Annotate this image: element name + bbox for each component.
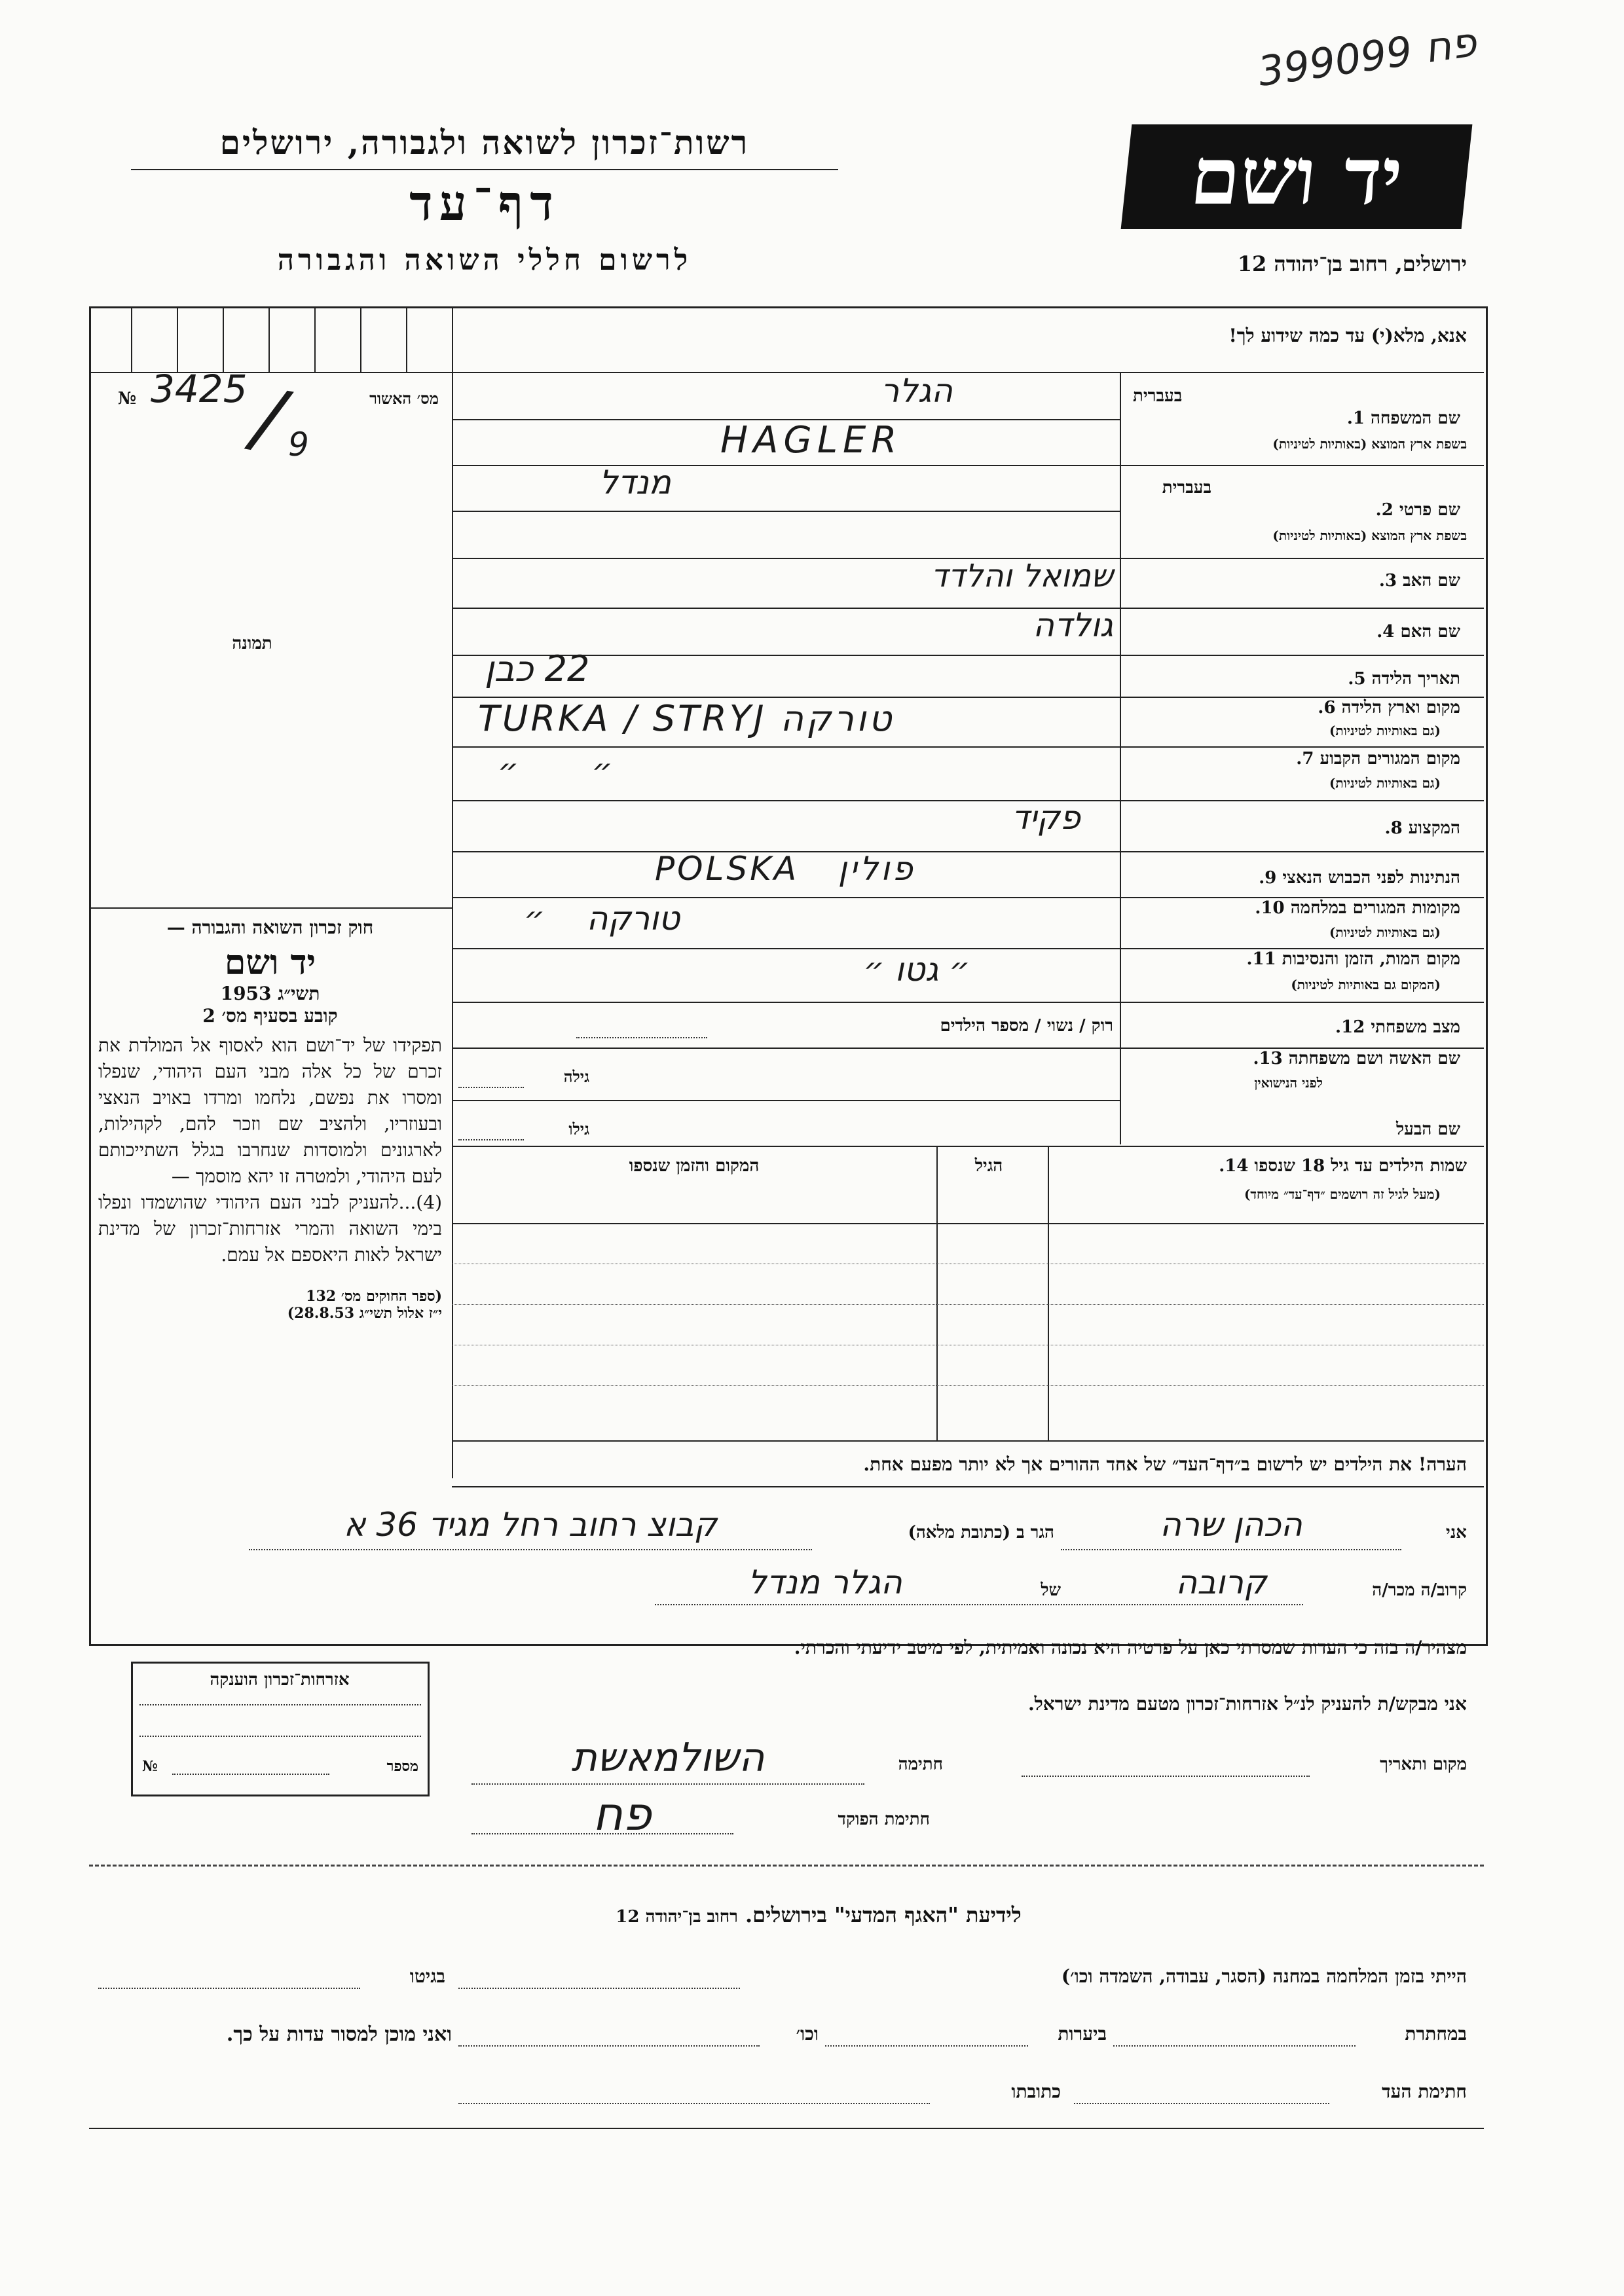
form-subtitle: לרשום חללי השואה והגבורה: [277, 244, 692, 277]
cert-suffix: 9: [288, 426, 309, 464]
authority-title: רשות־זכרון לשואה ולגבורה, ירושלים: [219, 123, 750, 162]
footer-ghetto: בגיטו: [409, 1965, 445, 1987]
field-10-sub: (גם באותיות לטיניות): [1329, 924, 1441, 940]
official-signature[interactable]: פח: [593, 1787, 652, 1841]
relative-label: קרוב/ה מכר/ה: [1372, 1580, 1467, 1600]
field-8-label-text: המקצוע: [1408, 818, 1460, 838]
field-2-num: 2.: [1375, 500, 1393, 520]
field-1-tag: בעברית: [1133, 386, 1183, 406]
field-12-num: 12.: [1335, 1017, 1365, 1037]
field-3-label: [1133, 571, 1460, 591]
cert-number[interactable]: 3425: [151, 367, 248, 411]
cert-symbol: №: [118, 389, 137, 409]
field-10-value[interactable]: טורקה ״: [524, 900, 680, 938]
husband-label: שם הבעל: [1395, 1120, 1460, 1139]
citizenship-box-line: [139, 1704, 421, 1705]
field-13-age-label: גילה: [563, 1067, 589, 1086]
field-7-value[interactable]: ״ ״: [498, 752, 613, 790]
form-instruction: אנא, מלא(י) עד כמה שידוע לך!: [1228, 325, 1467, 346]
field-13-label: [1133, 1049, 1460, 1068]
field-1-sub: בשפת ארץ המוצא (באותיות לטיניות): [1272, 436, 1467, 452]
field-5-label-text: תאריך הלידה: [1371, 669, 1460, 689]
place-date-line[interactable]: [1022, 1776, 1310, 1777]
declarant-name-line: [1061, 1549, 1401, 1550]
field-1-label-text: שם המשפחה: [1371, 409, 1460, 428]
field-10-label: [1133, 898, 1460, 918]
footer-forests: ביערות: [1058, 2023, 1107, 2045]
field-6-label: [1133, 698, 1460, 718]
field-6-num: 6.: [1318, 698, 1336, 718]
authority-underline: [131, 169, 838, 170]
field-2-tag: בעברית: [1162, 478, 1211, 498]
field-2-label-text: שם פרטי: [1399, 500, 1460, 520]
field-6-value[interactable]: TURKA / STRYJ טורקה: [478, 698, 895, 739]
footer-heading: [458, 1903, 1179, 1927]
citizenship-box-number-line[interactable]: [172, 1774, 329, 1775]
citizenship-box-title: אזרחות־זכרון הוענקה: [210, 1670, 350, 1690]
witness-address-line[interactable]: [458, 2103, 930, 2104]
footer-heading-text: לידיעת "האגף המדעי" בירושלים.: [745, 1903, 1022, 1927]
label-column-divider: [1120, 372, 1121, 1144]
field-13-label-text: שם האשה ושם משפחתה: [1288, 1049, 1460, 1068]
field-11-label: [1133, 949, 1460, 969]
field-11-num: 11.: [1246, 949, 1276, 969]
field-1-value[interactable]: הגלר: [881, 372, 953, 410]
signature-line: [471, 1783, 864, 1785]
official-signature-line: [471, 1833, 733, 1834]
box-line: [131, 308, 132, 372]
citizenship-request: אני מבקש/ת להעניק לנ״ל אזרחות־זכרון מטעם מדינת ישראל.: [1027, 1693, 1467, 1715]
field-10-num: 10.: [1255, 898, 1285, 918]
field-13-age-line[interactable]: [458, 1087, 524, 1088]
field-9-label-text: הנתינות לפני הכבוש הנאצי: [1282, 868, 1460, 888]
children-col-divider: [936, 1146, 938, 1440]
field-8-num: 8.: [1384, 818, 1403, 838]
row-line: [452, 1146, 1484, 1147]
field-9-num: 9.: [1259, 868, 1277, 888]
law-top-line: [89, 907, 452, 909]
camp-line[interactable]: [458, 1988, 740, 1989]
law-body: תפקידו של יד־ושם הוא לאסוף אל המולדת את זכרם של כל אלה מבני העם היהודי, שנפלו ומסרו את נפשם, נלחמו ומרדו באויב הנאצי ובעוזריו, ולהציב שם וזכר להם, לקהילות, לארגונים ולמוסדות שנחרבו בגלל השתייכותם לעם היהודי, ולמטרה זו יהא מוסמך —: [98, 1034, 442, 1187]
declarant-address-line: [249, 1549, 812, 1550]
citizenship-box: [131, 1662, 430, 1796]
photo-label: תמונה: [232, 634, 272, 653]
law-body-2: (4)...להעניק לבני העם היהודי שהושמדו ונפלו בימי השואה והמרי אזרחות־זכרון של מדינת ישראל לאות היאספם אל עמם.: [98, 1192, 442, 1266]
footer-etc: וכו׳: [796, 2023, 819, 2045]
field-2-value[interactable]: מנדל: [599, 464, 671, 501]
declarant-ani: אני: [1446, 1523, 1467, 1542]
footer-witness-signature: חתימת העד: [1382, 2081, 1467, 2102]
footer-ready: ואני מוכן למסור עדות על כך.: [226, 2023, 452, 2046]
children-bottom-line: [452, 1440, 1484, 1442]
cut-line: [89, 1865, 1484, 1867]
row-line: [452, 511, 1120, 512]
children-note: (מעל לגיל זה רושמים ״דף־עד״ מיוחד): [1244, 1186, 1441, 1202]
field-5-num: 5.: [1348, 669, 1366, 689]
field-4-label: [1133, 622, 1460, 642]
field-1-label: [1211, 409, 1460, 428]
field-12-label-text: מצב משפחתי: [1371, 1017, 1460, 1037]
place-date-label: מקום ותאריך: [1380, 1755, 1467, 1774]
field-1-value-latin[interactable]: HAGLER: [720, 419, 902, 462]
signature-label: חתימה: [898, 1755, 943, 1774]
children-row-line: [452, 1264, 1484, 1266]
ghetto-line[interactable]: [98, 1988, 360, 1989]
relation-value[interactable]: קרובה: [1175, 1563, 1267, 1601]
children-count-line: [576, 1037, 707, 1038]
cert-label: מס׳ האשור: [369, 389, 439, 408]
underground-line[interactable]: [1113, 2045, 1356, 2047]
field-5-label: [1133, 669, 1460, 689]
field-7-sub: (גם באותיות לטיניות): [1329, 775, 1441, 791]
field-5-value[interactable]: 22 כבן: [485, 648, 590, 689]
field-2-label: [1211, 500, 1460, 520]
field-3-num: 3.: [1378, 571, 1397, 591]
children-col-place: המקום והזמן שנספו: [629, 1156, 760, 1176]
declarant-resides: הגר ב (כתובת מלאה): [908, 1523, 1054, 1542]
official-signature-label: חתימת הפוקד: [838, 1810, 930, 1829]
footer-underground: במחתרת: [1405, 2023, 1467, 2045]
field-13-num: 13.: [1253, 1049, 1283, 1068]
etc-line[interactable]: [458, 2045, 760, 2047]
field-6-sub: (גם באותיות לטיניות): [1329, 723, 1441, 738]
citizenship-box-number-symbol: №: [142, 1758, 158, 1775]
row-line: [452, 1100, 1120, 1101]
form-title: דף־עד: [409, 175, 560, 232]
field-3-label-text: שם האב: [1403, 571, 1460, 591]
law-panel: [98, 917, 442, 1322]
box-line: [177, 308, 178, 372]
husband-age-label: גילו: [568, 1120, 589, 1139]
children-row-line: [452, 1345, 1484, 1347]
box-line: [223, 308, 224, 372]
forests-line[interactable]: [825, 2045, 1028, 2047]
children-title: [1048, 1156, 1467, 1176]
law-year-heb: תשי״ג: [278, 983, 320, 1004]
declarant-name[interactable]: הכהן שרה: [1160, 1506, 1302, 1544]
law-heading: חוק זכרון השואה והגבורה —: [166, 917, 374, 938]
field-7-num: 7.: [1296, 749, 1314, 769]
children-col-divider: [1048, 1146, 1049, 1440]
witness-signature-line[interactable]: [1074, 2103, 1329, 2104]
law-ref-date: י״ז אלול תשי״ג 28.8.53): [287, 1305, 442, 1322]
cert-slash: /: [248, 371, 290, 466]
children-row-line: [452, 1385, 1484, 1387]
children-row-line: [452, 1223, 1484, 1224]
yad-vashem-logo: יד ושם: [1121, 124, 1473, 229]
declaration-text: מצהיר/ה בזה כי העדות שמסרתי כאן על פרטיה היא נכונה ואמיתית, לפי מיטב ידיעתי והכרתי.: [794, 1637, 1467, 1658]
box-line: [406, 308, 407, 372]
field-12-label: [1133, 1017, 1460, 1037]
box-line: [268, 308, 270, 372]
field-7-label-text: מקום המגורים הקבוע: [1320, 749, 1460, 769]
citizenship-box-number-label: מספר: [386, 1758, 418, 1775]
children-num: 14.: [1219, 1156, 1249, 1176]
relation-line: [655, 1604, 1303, 1605]
corner-note: 399099 פח: [1255, 18, 1480, 96]
left-column-divider: [452, 306, 453, 1478]
field-11-label-text: מקום המות, הזמן והנסיבות: [1282, 949, 1460, 969]
field-2-sub: בשפת ארץ המוצא (באותיות לטיניות): [1272, 528, 1467, 543]
law-year-num: 1953: [220, 983, 272, 1004]
field-4-value[interactable]: גולדה: [1033, 606, 1113, 644]
children-title-text: שמות הילדים עד גיל 18 שנספו: [1254, 1156, 1467, 1176]
declarant-address[interactable]: קבוצ רחוב רחל מגיד 36 א: [344, 1506, 717, 1544]
field-3-value[interactable]: שמואל והלדד: [931, 558, 1113, 594]
of-name[interactable]: הגלר מנדל: [748, 1563, 902, 1601]
children-col-age: הגיל: [974, 1156, 1003, 1176]
box-line: [314, 308, 316, 372]
field-11-sub: (המקום גם באותיות לטיניות): [1291, 977, 1441, 993]
remark-line: [452, 1486, 1484, 1487]
field-1-num: 1.: [1346, 409, 1365, 428]
footer-address-label: כתובתו: [1011, 2081, 1061, 2102]
field-13-sub: לפני הנישואין: [1254, 1075, 1323, 1091]
box-line: [360, 308, 361, 372]
children-row-line: [452, 1304, 1484, 1306]
row-line: [452, 746, 1484, 748]
law-year: [98, 983, 442, 1005]
field-11-value[interactable]: ״ גטו ״: [863, 951, 970, 989]
field-7-label: [1133, 749, 1460, 769]
row-line: [452, 1002, 1484, 1003]
field-8-value[interactable]: פקיד: [1011, 799, 1080, 837]
field-8-label: [1133, 818, 1460, 838]
husband-age-line[interactable]: [458, 1139, 524, 1140]
field-10-label-text: מקומות המגורים במלחמה: [1290, 898, 1460, 918]
footer-line-1: הייתי בזמן המלחמה במחנה (הסגר, עבודה, השמדה וכו׳): [1061, 1965, 1467, 1987]
field-6-label-text: מקום וארץ הלידה: [1341, 698, 1460, 718]
citizenship-box-line: [139, 1736, 421, 1737]
footer-address: רחוב בן־יהודה 12: [616, 1907, 738, 1927]
of-label: של: [1041, 1580, 1061, 1600]
law-ref: (ספר החוקים מס׳ 132: [306, 1288, 442, 1305]
field-9-value[interactable]: POLSKA פולין: [655, 850, 915, 888]
field-4-num: 4.: [1376, 622, 1395, 642]
header-address: ירושלים, רחוב בן־יהודה 12: [1237, 251, 1467, 276]
field-4-label-text: שם האם: [1400, 622, 1460, 642]
law-name: יד ושם: [224, 943, 316, 983]
field-12-value[interactable]: רוק / נשוי / מספר הילדים: [940, 1016, 1113, 1036]
law-section: קובע בסעיף מס׳ 2: [202, 1005, 338, 1027]
footer-frame-bottom: [89, 2128, 1484, 2129]
children-remark: הערה! את הילדים יש לרשום ב״דף־העד״ של אחד ההורים אך לא יותר מפעם אחת.: [863, 1453, 1467, 1475]
declarant-signature[interactable]: השולמאשת: [571, 1735, 765, 1781]
field-9-label: [1133, 868, 1460, 888]
